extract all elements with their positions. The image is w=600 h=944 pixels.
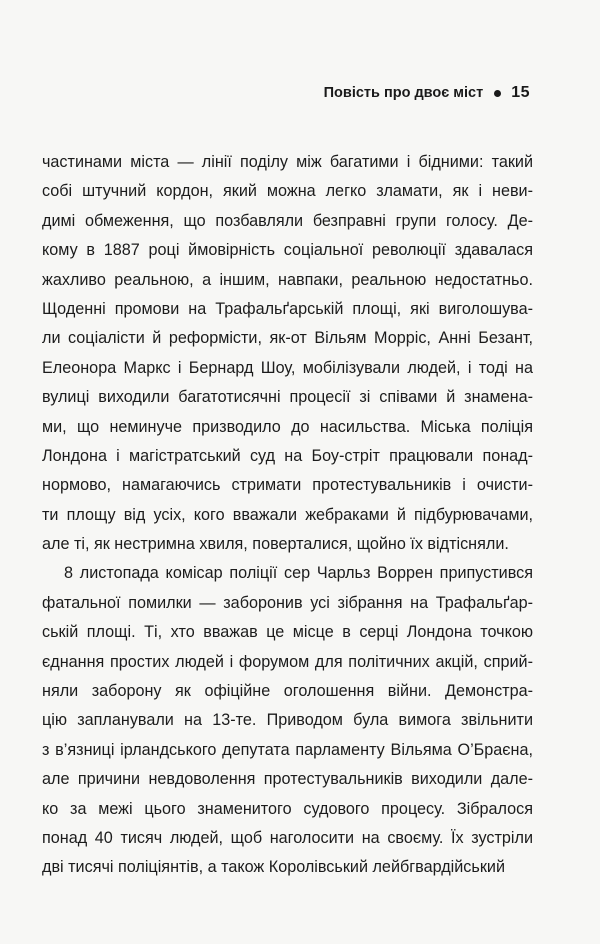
text-line: понад 40 тисяч людей, щоб наголосити на своєму. Їх зустріли: [42, 828, 533, 847]
text-line: з в’язниці ірландського депутата парламенту Вільяма О’Браєна,: [42, 740, 533, 759]
text-line: жахливо реальною, а іншим, навпаки, реальною недостатньо.: [42, 270, 533, 289]
text-line: 8 листопада комісар поліції сер Чарльз Воррен припустився: [64, 564, 533, 583]
text-line: ській площі. Ті, хто вважав це місце в серці Лондона точкою: [42, 623, 533, 642]
text-line: ко за межі цього знаменитого судового процесу. Зібралося: [42, 799, 533, 818]
text-line: вулиці виходили багатотисячні процесії зі співами й знамена-: [42, 388, 533, 407]
text-line: єднання простих людей і форумом для політичних акцій, сприй-: [42, 652, 533, 671]
text-line: частинами міста — лінії поділу між багатими і бідними: такий: [42, 153, 533, 171]
paragraph: [42, 559, 533, 882]
running-title: Повість про двоє міст: [323, 85, 484, 101]
text-line: цію запланували на 13-те. Приводом була вимога звільнити: [42, 711, 533, 730]
text-line: Лондона і магістратський суд на Боу-стріт працювали понад-: [42, 446, 533, 465]
text-line: кому в 1887 році ймовірність соціальної революції здавалася: [42, 241, 533, 260]
text-line: Елеонора Маркс і Бернард Шоу, мобілізували людей, і тоді на: [42, 358, 533, 377]
text-line: фатальної помилки — заборонив усі зібрання на Трафальґар-: [42, 593, 533, 612]
text-line: Щоденні промови на Трафальґарській площі, які виголошува-: [42, 299, 533, 318]
text-line: ти площу від усіх, кого вважали жебраками й підбурювачами,: [42, 505, 533, 524]
text-line: але причини невдоволення протестувальників виходили дале-: [42, 770, 533, 789]
bullet-separator: [494, 90, 501, 97]
body-text: [42, 148, 533, 883]
text-line: собі штучний кордон, який можна легко зламати, як і неви-: [42, 182, 533, 201]
text-line: димі обмеження, що позбавляли безправні групи голосу. Де-: [42, 211, 533, 230]
text-line: дві тисячі поліціянтів, а також Королівський лейбгвардійський: [42, 858, 505, 877]
running-header: [324, 84, 530, 102]
text-line: ли соціалісти й реформісти, як-от Вільям Морріс, Анні Безант,: [42, 329, 533, 348]
text-line: але ті, як нестримна хвиля, поверталися, щойно їх відтісняли.: [42, 535, 509, 554]
paragraph: [42, 148, 533, 559]
text-line: няли заборону як офіційне оголошення війни. Демонстра-: [42, 682, 533, 701]
page-number: 15: [511, 84, 530, 101]
text-line: ми, що неминуче призводило до насильства. Міська поліція: [42, 417, 533, 436]
text-line: нормово, намагаючись стримати протестувальників і очисти-: [42, 476, 533, 495]
